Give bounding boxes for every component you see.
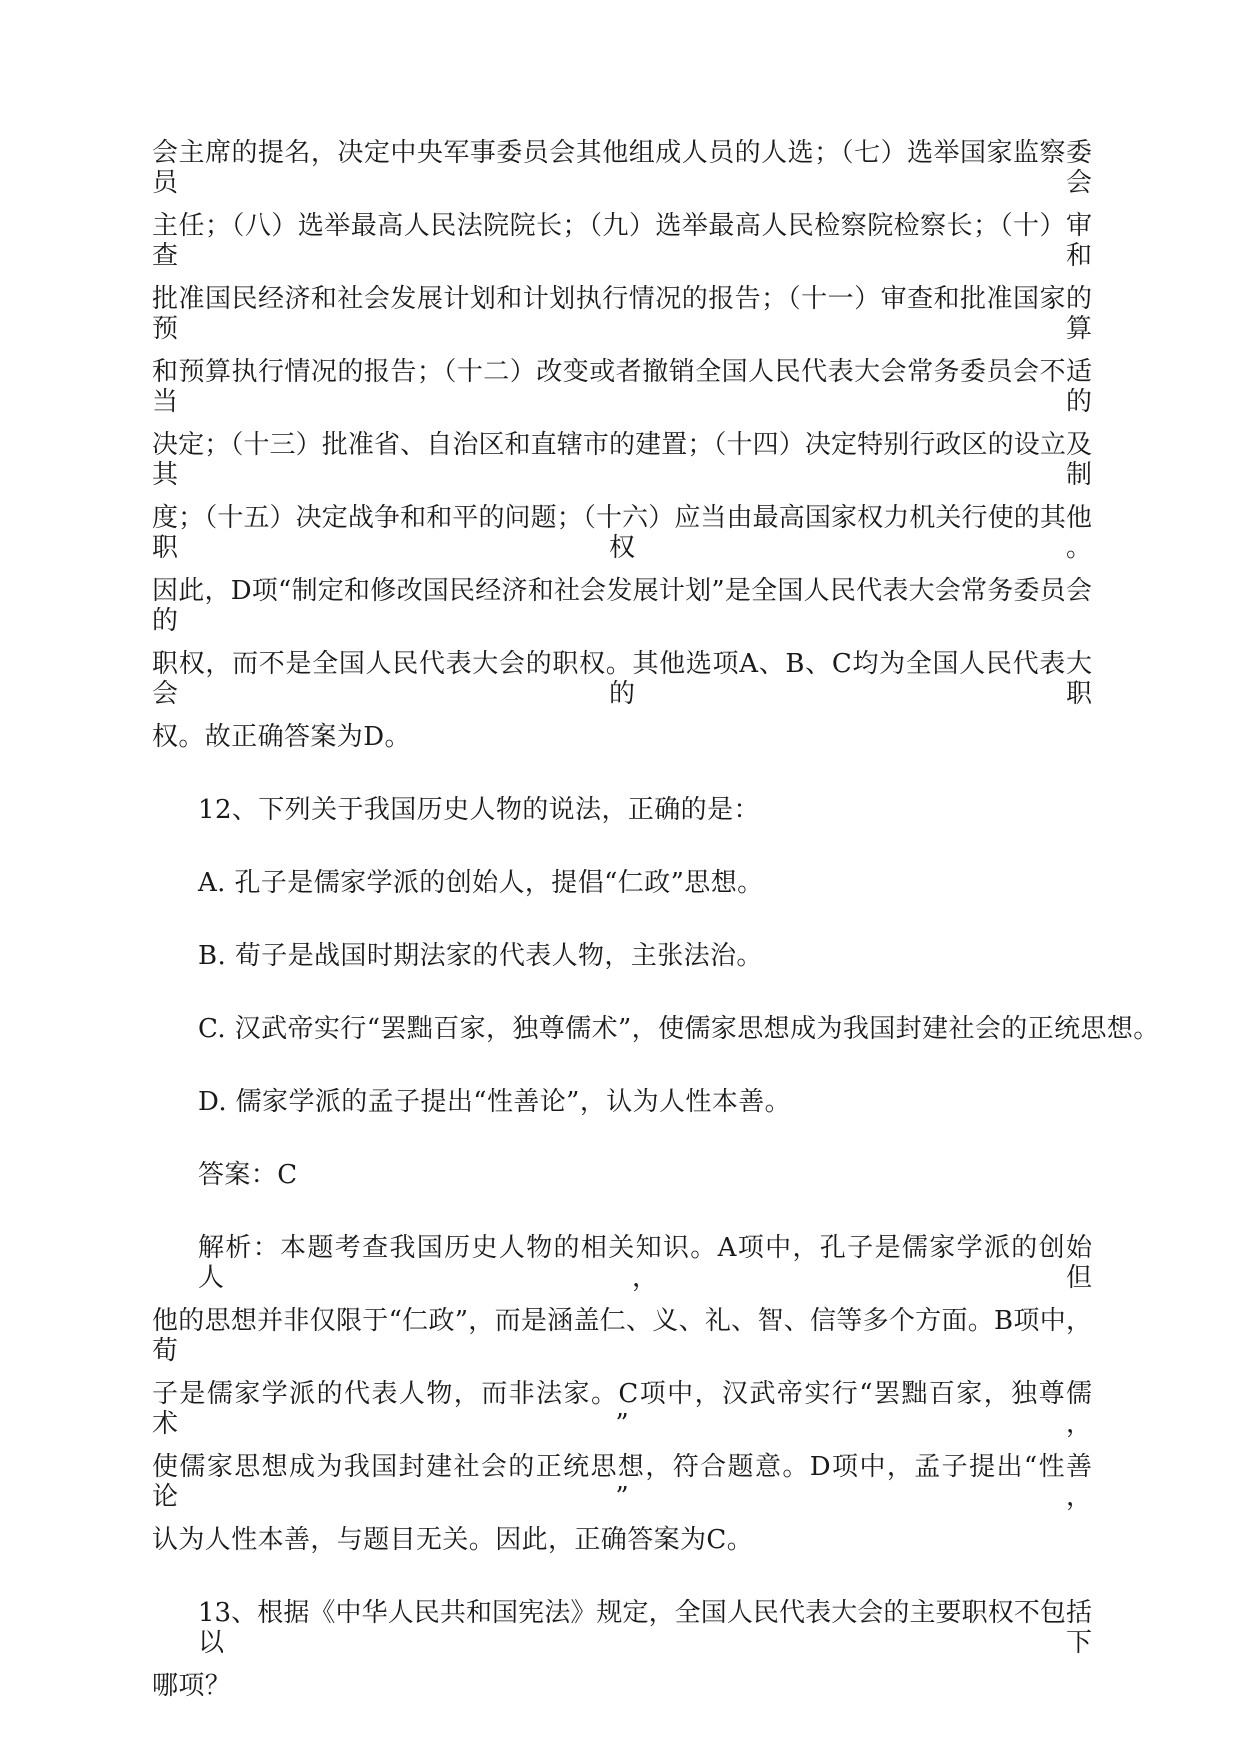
text-line: 因此，D项“制定和修改国民经济和社会发展计划”是全国人民代表大会常务委员会的	[152, 576, 1092, 636]
option-c: C. 汉武帝实行“罢黜百家，独尊儒术”，使儒家思想成为我国封建社会的正统思想。	[198, 1014, 1160, 1044]
text-line: 哪项？	[152, 1671, 232, 1701]
explanation-line: 认为人性本善，与题目无关。因此，正确答案为C。	[152, 1525, 754, 1555]
option-b: B. 荀子是战国时期法家的代表人物，主张法治。	[198, 941, 763, 971]
text-line: 职权，而不是全国人民代表大会的职权。其他选项A、B、C均为全国人民代表大会的职	[152, 649, 1092, 709]
explanation-line: 子是儒家学派的代表人物，而非法家。C项中，汉武帝实行“罢黜百家，独尊儒术”，	[152, 1379, 1092, 1439]
question-title: 12、下列关于我国历史人物的说法，正确的是：	[198, 795, 760, 825]
text-line: 会主席的提名，决定中央军事委员会其他组成人员的人选；（七）选举国家监察委员会	[152, 138, 1092, 198]
answer-line: 答案：C	[198, 1160, 298, 1190]
text-line: 权。故正确答案为D。	[152, 722, 411, 752]
explanation-line: 他的思想并非仅限于“仁政”，而是涵盖仁、义、礼、智、信等多个方面。B项中，荀	[152, 1306, 1092, 1366]
text-line: 决定；（十三）批准省、自治区和直辖市的建置；（十四）决定特别行政区的设立及其制	[152, 430, 1092, 490]
text-line: 度；（十五）决定战争和和平的问题；（十六）应当由最高国家权力机关行使的其他职权。	[152, 503, 1092, 563]
option-a: A. 孔子是儒家学派的创始人，提倡“仁政”思想。	[198, 868, 764, 898]
explanation-line: 解析：本题考查我国历史人物的相关知识。A项中，孔子是儒家学派的创始人，但	[198, 1233, 1092, 1293]
text-line: 和预算执行情况的报告；（十二）改变或者撤销全国人民代表大会常务委员会不适当的	[152, 357, 1092, 417]
text-line: 主任；（八）选举最高人民法院院长；（九）选举最高人民检察院检察长；（十）审查和	[152, 211, 1092, 271]
question-title: 13、根据《中华人民共和国宪法》规定，全国人民代表大会的主要职权不包括以下	[198, 1598, 1092, 1658]
text-line: 批准国民经济和社会发展计划和计划执行情况的报告；（十一）审查和批准国家的预算	[152, 284, 1092, 344]
explanation-line: 使儒家思想成为我国封建社会的正统思想，符合题意。D项中，孟子提出“性善论”，	[152, 1452, 1092, 1512]
option-d: D. 儒家学派的孟子提出“性善论”，认为人性本善。	[198, 1087, 792, 1117]
